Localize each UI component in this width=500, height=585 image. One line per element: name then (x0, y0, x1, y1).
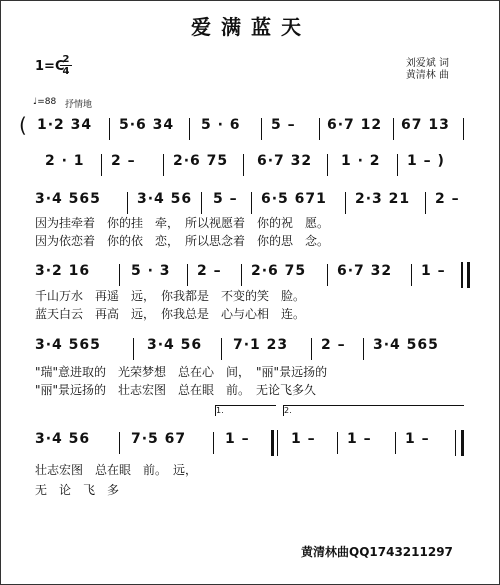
measure: 2·6 75 (173, 153, 229, 169)
barline (101, 154, 102, 176)
barline (397, 154, 398, 176)
measure: 1 – (225, 431, 250, 447)
system-6 (1, 431, 500, 461)
measure: 3·4 56 (147, 337, 203, 353)
barline (345, 192, 346, 214)
measure: 1·2 34 (37, 117, 93, 133)
first-ending-bracket (215, 405, 276, 416)
measure: 1 – (421, 263, 446, 279)
measure: 7·5 67 (131, 431, 187, 447)
measure: 6·5 671 (261, 191, 327, 207)
barline (243, 154, 244, 176)
measure: 6·7 32 (337, 263, 393, 279)
barline (425, 192, 426, 214)
barline (241, 264, 242, 286)
measure: 3·4 565 (35, 337, 101, 353)
second-ending-bracket (283, 405, 464, 416)
measure: 1 – (291, 431, 316, 447)
footer-credit: 黄清林曲QQ1743211297 (301, 545, 453, 559)
measure: 5 · 3 (131, 263, 171, 279)
barline (463, 118, 464, 140)
barline (119, 264, 120, 286)
second-ending-label: 2. (284, 406, 292, 415)
measure: 2·3 21 (355, 191, 411, 207)
measure: 1 – ) (407, 153, 445, 169)
system-1 (1, 113, 500, 147)
measure: 3·4 565 (373, 337, 439, 353)
barline (201, 192, 202, 214)
barline (337, 432, 338, 454)
measure: 5 · 6 (201, 117, 241, 133)
barline (327, 264, 328, 286)
barline (189, 118, 190, 140)
time-signature (60, 54, 72, 77)
measure: 3·4 56 (35, 431, 91, 447)
lyric-verse-1: "瑞"意进取的 光荣梦想 总在心 间， "丽"景远扬的 (35, 365, 328, 379)
barline (109, 118, 110, 140)
expression-marking: 抒情地 (65, 100, 93, 110)
barline (319, 118, 320, 140)
measure: 2 – (435, 191, 460, 207)
measure: 6·7 12 (327, 117, 383, 133)
intro-paren: ( (19, 113, 27, 137)
barline (363, 338, 364, 360)
repeat-barline (277, 430, 278, 456)
measure: 67 13 (401, 117, 450, 133)
measure: 7·1 23 (233, 337, 289, 353)
measure: 1 · 2 (341, 153, 381, 169)
barline (119, 432, 120, 454)
measure: 5 – (271, 117, 296, 133)
barline (187, 264, 188, 286)
barline (393, 118, 394, 140)
meter-top: 2 (62, 54, 70, 65)
composer-credit: 黄清林 曲 (405, 70, 449, 81)
lyric-verse-2: 因为依恋着 你的依 恋， 所以思念着 你的思 念。 (35, 234, 330, 248)
barline (327, 154, 328, 176)
barline (251, 192, 252, 214)
measure: 5·6 34 (119, 117, 175, 133)
measure: 2 – (111, 153, 136, 169)
lyric-verse-1: 壮志宏图 总在眼 前。 远， (35, 463, 198, 477)
measure: 5 – (213, 191, 238, 207)
tempo-marking: ♩=88 (33, 97, 57, 107)
measure: 3·4 565 (35, 191, 101, 207)
measure: 6·7 32 (257, 153, 313, 169)
barline (411, 264, 412, 286)
measure: 3·2 16 (35, 263, 91, 279)
song-title: 爱满蓝天 (191, 15, 311, 39)
barline (213, 432, 214, 454)
repeat-barline (461, 262, 463, 288)
barline (163, 154, 164, 176)
barline (127, 192, 128, 214)
final-barline (455, 430, 456, 456)
key-signature: 1=C (35, 59, 65, 74)
lyricist-credit: 刘爱斌 词 (405, 58, 449, 69)
repeat-barline (271, 430, 274, 456)
barline (221, 338, 222, 360)
credits (406, 58, 449, 82)
repeat-barline (467, 262, 470, 288)
measure: 2 – (197, 263, 222, 279)
barline (261, 118, 262, 140)
barline (133, 338, 134, 360)
measure: 1 – (405, 431, 430, 447)
measure: 1 – (347, 431, 372, 447)
first-ending-label: 1. (216, 406, 224, 415)
final-barline (461, 430, 464, 456)
lyric-verse-1: 因为挂牵着 你的挂 牵， 所以视愿着 你的祝 愿。 (35, 216, 330, 230)
system-2 (1, 153, 500, 183)
measure: 3·4 56 (137, 191, 193, 207)
lyric-verse-2: "丽"景远扬的 壮志宏图 总在眼 前。 无论飞多久 (35, 383, 317, 397)
meter-bottom: 4 (62, 66, 70, 77)
barline (311, 338, 312, 360)
lyric-verse-2: 无 论 飞 多 (35, 483, 120, 497)
measure: 2·6 75 (251, 263, 307, 279)
lyric-verse-2: 蓝天白云 再高 远， 你我总是 心与心相 连。 (35, 307, 306, 321)
measure: 2 · 1 (45, 153, 85, 169)
barline (395, 432, 396, 454)
measure: 2 – (321, 337, 346, 353)
lyric-verse-1: 千山万水 再遥 远， 你我都是 不变的笑 脸。 (35, 289, 306, 303)
